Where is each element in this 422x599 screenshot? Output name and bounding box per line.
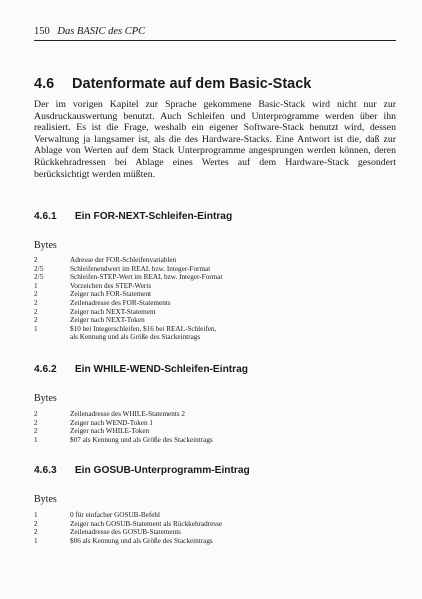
- table-row: [34, 436, 354, 445]
- bytes-cell: 2: [34, 519, 38, 528]
- table-row: [34, 290, 354, 299]
- section-heading-for-next: [34, 211, 232, 222]
- table-row: [34, 511, 354, 520]
- table-row: [34, 308, 354, 317]
- bytes-label: Bytes: [34, 494, 57, 505]
- bytes-cell: 1: [34, 281, 38, 290]
- section-number: 4.6.2: [34, 364, 57, 375]
- table-row: [34, 256, 354, 265]
- desc-cell: Zeiger nach GOSUB-Statement als Rückkehradresse: [70, 519, 223, 528]
- table-row: [34, 427, 354, 436]
- bytes-cell: 1: [34, 435, 38, 444]
- desc-cell: $07 als Kennung und als Größe des Stackeintrags: [70, 435, 213, 444]
- section-number: 4.6.3: [34, 465, 57, 476]
- bytes-cell: 1: [34, 324, 38, 333]
- table-row: [34, 537, 354, 546]
- desc-cell: Zeiger nach NEXT-Statement: [70, 307, 156, 316]
- desc-cell: Zeiger nach NEXT-Token: [70, 316, 145, 325]
- desc-cell: Zeiger nach WHILE-Token: [70, 427, 150, 436]
- for-next-table: [34, 256, 354, 342]
- table-row: [34, 520, 354, 529]
- chapter-title: Datenformate auf dem Basic-Stack: [72, 76, 312, 92]
- table-row: [34, 333, 354, 342]
- running-header: [34, 26, 396, 41]
- bytes-cell: 2: [34, 410, 38, 418]
- bytes-cell: 2: [34, 298, 38, 307]
- table-row: [34, 528, 354, 537]
- desc-cell: Zeilenadresse des FOR-Statements: [70, 298, 171, 307]
- table-row: [34, 299, 354, 308]
- bytes-cell: 2: [34, 256, 38, 264]
- desc-cell: Zeilenadresse des WHILE-Statements 2: [70, 410, 186, 418]
- intro-paragraph: Der im vorigen Kapitel zur Sprache gekommene Basic-Stack wird nicht nur zur Ausdruckauswertung benutzt. Auch Schleifen und Unterprogramme werden über ihn realisiert. Es ist die Frage, weshalb ein eigener Software-Stack benutzt wird, dessen Verwaltung ja langsamer ist, als die des Hardware-Stacks. Eine Antwort ist die, daß zur Ablage von Werten auf dem Stack Unterprogramme angesprungen werden können, deren Rückkehradressen bei Ablage eines Wertes auf dem Hardware-Stack gesondert berücksichtigt werden müßten.: [34, 99, 396, 180]
- bytes-cell: 2: [34, 290, 38, 299]
- desc-cell: Zeiger nach FOR-Statement: [70, 290, 152, 299]
- table-row: [34, 410, 354, 419]
- section-title: Ein FOR-NEXT-Schleifen-Eintrag: [74, 211, 233, 222]
- table-row: [34, 419, 354, 428]
- desc-cell: Zeiger nach WEND-Token 1: [70, 418, 153, 427]
- desc-cell: $10 bei Integerschleifen, $16 bei REAL-Schleifen,: [70, 324, 217, 333]
- bytes-cell: 2/5: [34, 264, 44, 273]
- chapter-heading: [34, 76, 311, 92]
- bytes-cell: [34, 333, 70, 342]
- section-title: Ein GOSUB-Unterprogramm-Eintrag: [74, 465, 250, 476]
- section-title: Ein WHILE-WEND-Schleifen-Eintrag: [74, 364, 249, 375]
- bytes-label: Bytes: [34, 393, 57, 404]
- table-row: [34, 325, 354, 334]
- desc-cell: Adresse der FOR-Schleifenvariablen: [70, 256, 177, 264]
- bytes-label: Bytes: [34, 240, 57, 251]
- bytes-cell: 2: [34, 307, 38, 316]
- bytes-cell: 1: [34, 536, 38, 545]
- desc-cell: als Kennung und als Größe des Stackeintrags: [70, 333, 201, 342]
- table-row: [34, 282, 354, 291]
- running-title: Das BASIC des CPC: [57, 26, 146, 37]
- section-heading-gosub: [34, 465, 250, 476]
- desc-cell: Schleifen-STEP-Wert im REAL bzw. Integer-Format: [70, 273, 223, 282]
- page-number: 150: [34, 26, 50, 37]
- bytes-cell: 2/5: [34, 273, 44, 282]
- table-row: [34, 273, 354, 282]
- desc-cell: $06 als Kennung und als Größe des Stackeintrags: [70, 536, 213, 545]
- gosub-table: [34, 511, 354, 545]
- bytes-cell: 2: [34, 427, 38, 436]
- bytes-cell: 1: [34, 511, 38, 519]
- bytes-cell: 2: [34, 418, 38, 427]
- bytes-cell: 2: [34, 316, 38, 325]
- desc-cell: Schleifenendwert im REAL bzw. Integer-Format: [70, 264, 211, 273]
- table-row: [34, 316, 354, 325]
- section-heading-while-wend: [34, 364, 248, 375]
- table-row: [34, 265, 354, 274]
- bytes-cell: 2: [34, 528, 38, 537]
- desc-cell: 0 für einfacher GOSUB-Befehl: [70, 511, 161, 519]
- while-wend-table: [34, 410, 354, 444]
- section-number: 4.6.1: [34, 211, 57, 222]
- desc-cell: Zeilenadresse des GOSUB-Statements: [70, 528, 181, 537]
- desc-cell: Vorzeichen des STEP-Werts: [70, 281, 152, 290]
- chapter-number: 4.6: [34, 76, 55, 92]
